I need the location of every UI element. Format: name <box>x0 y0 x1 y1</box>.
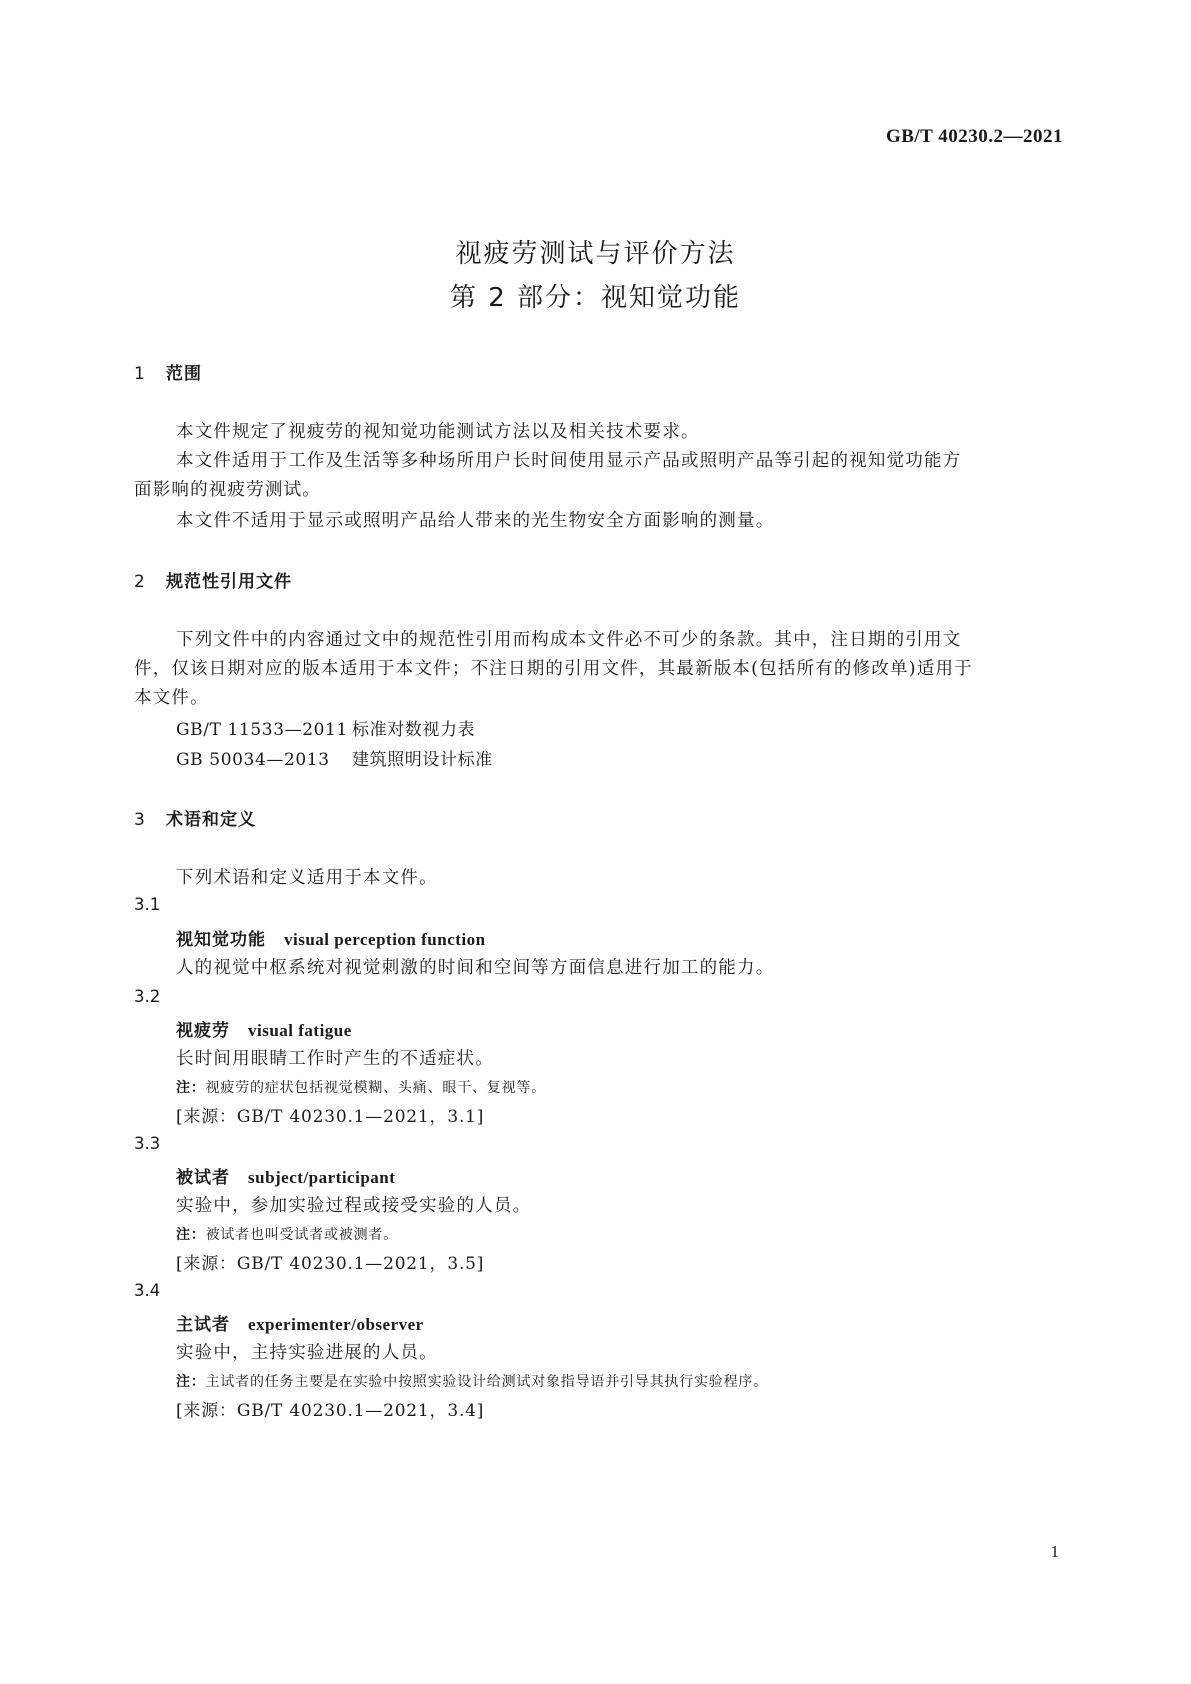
term-definition: 长时间用眼睛工作时产生的不适症状。 <box>176 1049 494 1069</box>
section-2-heading <box>134 567 292 592</box>
section-1-heading <box>134 359 202 384</box>
term-entry <box>176 925 486 950</box>
paragraph-continuation: 件，仅该日期对应的版本适用于本文件；不注日期的引用文件，其最新版本(包括所有的修改单)适用于 <box>134 659 973 679</box>
term-definition: 人的视觉中枢系统对视觉刺激的时间和空间等方面信息进行加工的能力。 <box>176 958 775 978</box>
term-number: 3.2 <box>134 987 161 1006</box>
standard-code: GB/T 40230.2—2021 <box>885 126 1063 147</box>
reference-title: 标准对数视力表 <box>352 720 476 740</box>
term-en: visual fatigue <box>248 1021 352 1040</box>
term-zh: 主试者 <box>176 1315 230 1335</box>
paragraph: 本文件适用于工作及生活等多种场所用户长时间使用显示产品或照明产品等引起的视知觉功能方 <box>176 451 962 471</box>
note-label: 注： <box>176 1080 206 1096</box>
term-entry <box>176 1016 352 1041</box>
term-source: [来源：GB/T 40230.1—2021，3.1] <box>176 1107 485 1127</box>
paragraph-continuation: 本文件。 <box>134 688 209 708</box>
term-note <box>176 1371 768 1391</box>
reference-code: GB/T 11533—2011 <box>176 720 348 740</box>
term-zh: 视知觉功能 <box>176 930 266 950</box>
note-text: 被试者也叫受试者或被测者。 <box>205 1227 399 1243</box>
term-entry <box>176 1310 424 1335</box>
page-number: 1 <box>1050 1542 1059 1561</box>
note-label: 注： <box>176 1374 206 1390</box>
note-text: 视疲劳的症状包括视觉模糊、头痛、眼干、复视等。 <box>205 1080 547 1096</box>
term-number: 3.4 <box>134 1281 161 1300</box>
normative-reference <box>176 715 475 740</box>
term-en: experimenter/observer <box>248 1315 424 1334</box>
section-3-heading <box>134 805 256 830</box>
term-zh: 视疲劳 <box>176 1021 230 1041</box>
paragraph-continuation: 面影响的视疲劳测试。 <box>134 480 321 500</box>
paragraph: 下列文件中的内容通过文中的规范性引用而构成本文件必不可少的条款。其中，注日期的引用文 <box>176 630 962 650</box>
term-definition: 实验中，主持实验进展的人员。 <box>176 1343 438 1363</box>
note-label: 注： <box>176 1227 206 1243</box>
note-text: 主试者的任务主要是在实验中按照实验设计给测试对象指导语并引导其执行实验程序。 <box>205 1374 769 1390</box>
term-number: 3.1 <box>134 895 161 914</box>
term-entry <box>176 1163 395 1188</box>
reference-code: GB 50034—2013 <box>176 750 330 770</box>
section-number: 1 <box>134 364 146 384</box>
section-number: 2 <box>134 572 146 592</box>
document-title: 视疲劳测试与评价方法 <box>455 239 736 269</box>
paragraph: 本文件不适用于显示或照明产品给人带来的光生物安全方面影响的测量。 <box>176 511 775 531</box>
term-en: visual perception function <box>284 930 486 949</box>
section-title: 范围 <box>166 364 202 384</box>
term-en: subject/participant <box>248 1168 396 1187</box>
section-number: 3 <box>134 810 146 830</box>
section-title: 规范性引用文件 <box>166 572 292 592</box>
term-note <box>176 1224 398 1244</box>
term-zh: 被试者 <box>176 1168 230 1188</box>
paragraph: 下列术语和定义适用于本文件。 <box>176 868 438 888</box>
term-source: [来源：GB/T 40230.1—2021，3.5] <box>176 1254 485 1274</box>
term-note <box>176 1077 546 1097</box>
reference-title: 建筑照明设计标准 <box>352 750 493 770</box>
paragraph: 本文件规定了视疲劳的视知觉功能测试方法以及相关技术要求。 <box>176 422 700 442</box>
term-source: [来源：GB/T 40230.1—2021，3.4] <box>176 1401 485 1421</box>
term-definition: 实验中，参加实验过程或接受实验的人员。 <box>176 1196 532 1216</box>
section-title: 术语和定义 <box>166 810 256 830</box>
document-subtitle: 第 2 部分：视知觉功能 <box>449 283 742 313</box>
term-number: 3.3 <box>134 1134 161 1153</box>
normative-reference <box>176 745 493 770</box>
